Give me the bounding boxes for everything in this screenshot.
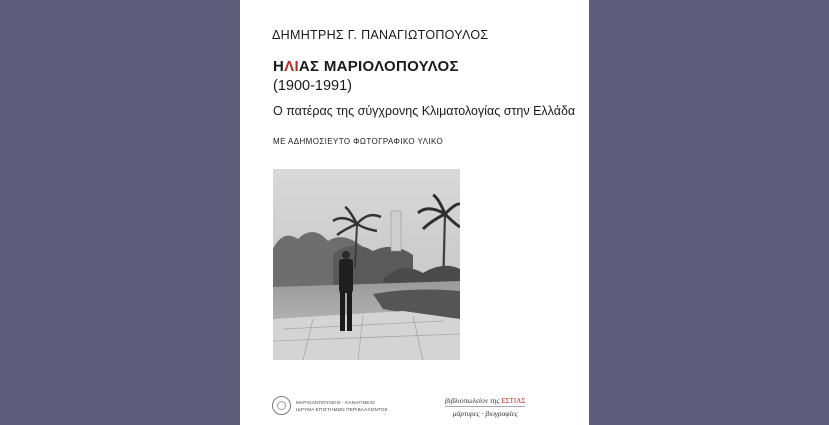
book-years: (1900-1991) bbox=[273, 78, 352, 94]
cover-photo bbox=[273, 169, 460, 360]
seal-icon bbox=[272, 396, 291, 415]
foundation-line-2: ΙΔΡΥΜΑ ΕΠΙΣΤΗΜΩΝ ΠΕΡΙΒΑΛΛΟΝΤΟΣ bbox=[296, 406, 388, 412]
publisher-logo bbox=[445, 396, 525, 418]
title-part-1: Η bbox=[273, 58, 285, 75]
book-note: ΜΕ ΑΔΗΜΟΣΙΕΥΤΟ ΦΩΤΟΓΡΑΦΙΚΟ ΥΛΙΚΟ bbox=[273, 137, 444, 146]
foundation-logo bbox=[272, 396, 388, 415]
garden-photo-illustration bbox=[273, 169, 460, 360]
book-subtitle: Ο πατέρας της σύγχρονης Κλιματολογίας στην Ελλάδα bbox=[273, 104, 576, 118]
book-cover bbox=[240, 0, 589, 425]
series-name: ΕΣΤΙΑΣ bbox=[501, 397, 526, 405]
author-name: ΔΗΜΗΤΡΗΣ Γ. ΠΑΝΑΓΙΩΤΟΠΟΥΛΟΣ bbox=[272, 28, 489, 42]
book-title bbox=[273, 58, 459, 75]
title-part-2: ΑΣ ΜΑΡΙΟΛΟΠΟΥΛΟΣ bbox=[298, 58, 459, 75]
series-prefix: βιβλιοπωλείον της bbox=[445, 396, 502, 405]
series-subtitle: μάρτυρες · βιογραφίες bbox=[452, 409, 518, 418]
foundation-line-1: ΜΑΡΙΟΛΟΠΟΥΛΕΙΟ - ΚΑΝΑΓΙΝΕΙΟ bbox=[296, 399, 375, 405]
title-accent: ΛΙ bbox=[284, 58, 299, 75]
